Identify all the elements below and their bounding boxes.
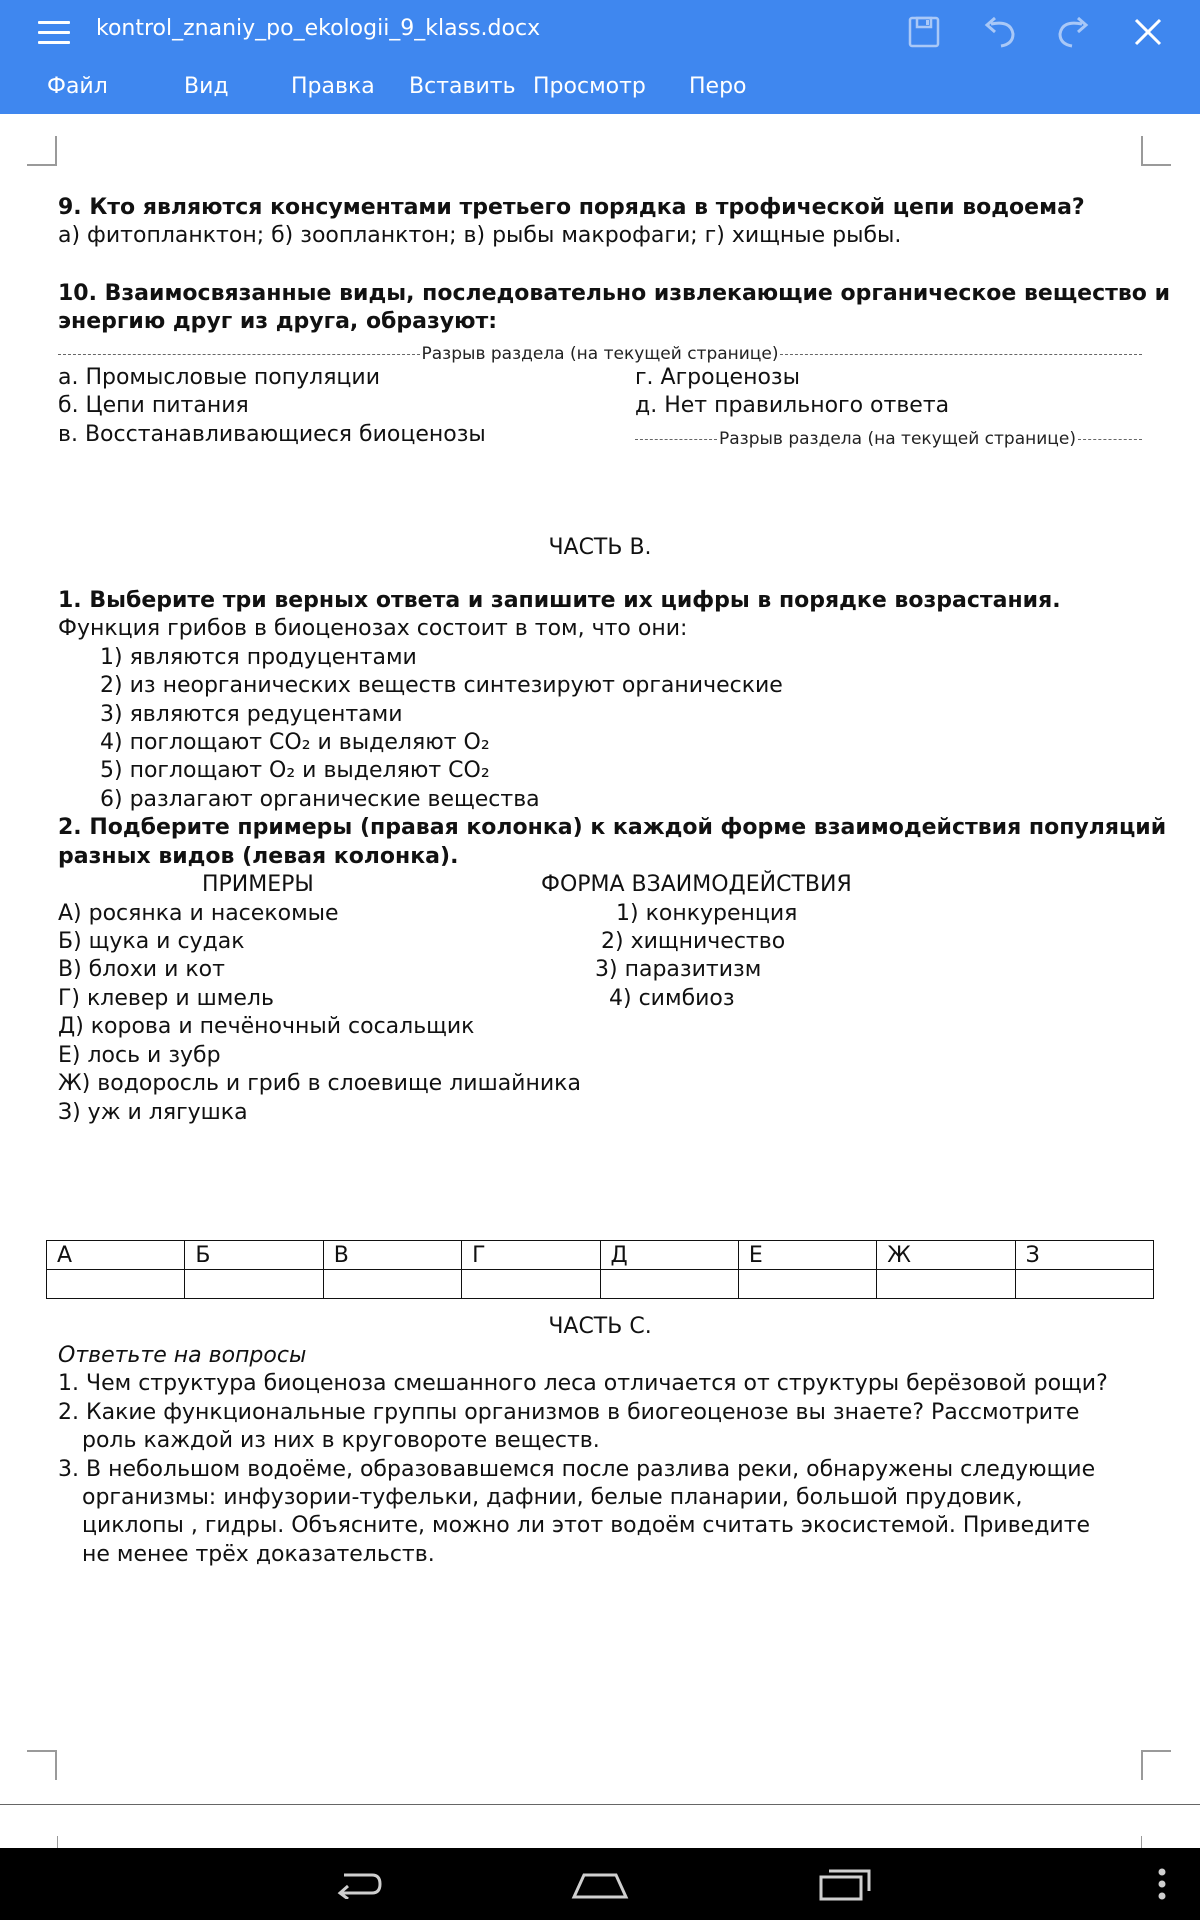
page-corner-mark	[1141, 136, 1171, 166]
answer-cell[interactable]	[600, 1270, 738, 1299]
menu-review[interactable]: Просмотр	[533, 74, 646, 99]
undo-icon[interactable]	[975, 10, 1023, 54]
question-9: 9. Кто являются консументами третьего порядка в трофической цепи водоема?	[58, 195, 1085, 220]
menu-bar	[0, 72, 1200, 108]
form-item: 1) конкуренция	[616, 901, 798, 926]
section-break	[58, 344, 1142, 364]
page-corner-mark	[1141, 1750, 1171, 1780]
section-break-label: Разрыв раздела (на текущей странице)	[719, 429, 1076, 449]
recent-apps-icon[interactable]	[805, 1860, 885, 1908]
q10-option: г. Агроценозы	[635, 365, 800, 390]
q10-option: д. Нет правильного ответа	[635, 393, 950, 418]
example-item: В) блохи и кот	[58, 957, 225, 982]
page-corner-mark	[27, 1750, 57, 1780]
table-header-cell: В	[323, 1241, 461, 1270]
menu-pen[interactable]: Перо	[689, 74, 747, 99]
back-icon[interactable]	[318, 1860, 398, 1908]
table-header-cell: З	[1015, 1241, 1153, 1270]
menu-file[interactable]: Файл	[47, 74, 108, 99]
column-header-examples: ПРИМЕРЫ	[202, 872, 314, 897]
table-header-cell: Ж	[877, 1241, 1015, 1270]
part-c-question: 1. Чем структура биоценоза смешанного леса отличается от структуры берёзовой рощи?	[58, 1371, 1108, 1396]
page-separator	[0, 1804, 1200, 1805]
part-c-question: не менее трёх доказательств.	[82, 1542, 435, 1567]
menu-edit[interactable]: Правка	[291, 74, 375, 99]
part-c-question: 2. Какие функциональные группы организмов в биогеоценозе вы знаете? Рассмотрите	[58, 1400, 1080, 1425]
list-item: 1) являются продуцентами	[100, 645, 417, 670]
part-b-heading: ЧАСТЬ В.	[548, 535, 652, 560]
example-item: Е) лось и зубр	[58, 1043, 221, 1068]
overflow-menu-icon[interactable]	[1122, 1860, 1200, 1908]
answer-cell[interactable]	[462, 1270, 600, 1299]
page-corner-mark	[57, 1836, 58, 1848]
answer-cell[interactable]	[1015, 1270, 1153, 1299]
section-break	[635, 429, 1142, 449]
list-item: 3) являются редуцентами	[100, 702, 403, 727]
q10-option: в. Восстанавливающиеся биоценозы	[58, 422, 486, 447]
menu-view[interactable]: Вид	[184, 74, 229, 99]
page-corner-mark	[1141, 1836, 1142, 1848]
save-icon[interactable]	[900, 10, 948, 54]
question-10-line: 10. Взаимосвязанные виды, последовательно извлекающие органическое вещество и	[58, 281, 1170, 306]
part-c-question: роль каждой из них в круговороте веществ.	[82, 1428, 600, 1453]
part-b-question-2: разных видов (левая колонка).	[58, 844, 459, 869]
system-nav-bar	[0, 1848, 1200, 1920]
table-header-cell: Б	[185, 1241, 323, 1270]
list-item: 6) разлагают органические вещества	[100, 787, 540, 812]
answer-cell[interactable]	[738, 1270, 876, 1299]
page-corner-mark	[27, 136, 57, 166]
part-c-instruction: Ответьте на вопросы	[58, 1343, 307, 1368]
list-item: 4) поглощают CO₂ и выделяют O₂	[100, 730, 490, 755]
example-item: З) уж и лягушка	[58, 1100, 248, 1125]
question-10-line: энергию друг из друга, образуют:	[58, 309, 498, 334]
example-item: Г) клевер и шмель	[58, 986, 274, 1011]
home-icon[interactable]	[560, 1860, 640, 1908]
list-item: 2) из неорганических веществ синтезируют органические	[100, 673, 783, 698]
part-b-question-2: 2. Подберите примеры (правая колонка) к каждой форме взаимодействия популяций	[58, 815, 1167, 840]
table-header-cell: Г	[462, 1241, 600, 1270]
close-icon[interactable]	[1124, 10, 1172, 54]
q10-option: а. Промысловые популяции	[58, 365, 380, 390]
part-b-question-1-intro: Функция грибов в биоценозах состоит в том, что они:	[58, 616, 688, 641]
example-item: А) росянка и насекомые	[58, 901, 339, 926]
redo-icon[interactable]	[1050, 10, 1098, 54]
menu-insert[interactable]: Вставить	[409, 74, 516, 99]
answer-cell[interactable]	[47, 1270, 185, 1299]
part-c-question: организмы: инфузории-туфельки, дафнии, белые планарии, большой прудовик,	[82, 1485, 1023, 1510]
answer-cell[interactable]	[323, 1270, 461, 1299]
q10-option: б. Цепи питания	[58, 393, 249, 418]
example-item: Д) корова и печёночный сосальщик	[58, 1014, 475, 1039]
section-break-label: Разрыв раздела (на текущей странице)	[421, 344, 779, 364]
example-item: Ж) водоросль и гриб в слоевище лишайника	[58, 1071, 581, 1096]
part-c-question: 3. В небольшом водоёме, образовавшемся после разлива реки, обнаружены следующие	[58, 1457, 1096, 1482]
column-header-forms: ФОРМА ВЗАИМОДЕЙСТВИЯ	[541, 872, 852, 897]
document-page[interactable]	[0, 114, 1200, 1848]
example-item: Б) щука и судак	[58, 929, 245, 954]
table-row	[47, 1270, 1154, 1299]
app-bar	[0, 0, 1200, 114]
table-header-cell: Д	[600, 1241, 738, 1270]
list-item: 5) поглощают O₂ и выделяют CO₂	[100, 758, 490, 783]
answer-cell[interactable]	[877, 1270, 1015, 1299]
table-header-cell: А	[47, 1241, 185, 1270]
question-9-answers: а) фитопланктон; б) зоопланктон; в) рыбы макрофаги; г) хищные рыбы.	[58, 223, 902, 248]
part-c-heading: ЧАСТЬ С.	[548, 1314, 652, 1339]
form-item: 4) симбиоз	[609, 986, 735, 1011]
part-b-question-1: 1. Выберите три верных ответа и запишите их цифры в порядке возрастания.	[58, 588, 1061, 613]
form-item: 2) хищничество	[601, 929, 786, 954]
hamburger-menu-icon[interactable]	[34, 14, 74, 54]
answer-cell[interactable]	[185, 1270, 323, 1299]
part-c-question: циклопы , гидры. Объясните, можно ли этот водоём считать экосистемой. Приведите	[82, 1513, 1091, 1538]
table-row	[47, 1241, 1154, 1270]
document-title: kontrol_znaniy_po_ekologii_9_klass.docx	[96, 16, 541, 41]
form-item: 3) паразитизм	[595, 957, 762, 982]
answer-table	[46, 1240, 1154, 1299]
table-header-cell: Е	[738, 1241, 876, 1270]
